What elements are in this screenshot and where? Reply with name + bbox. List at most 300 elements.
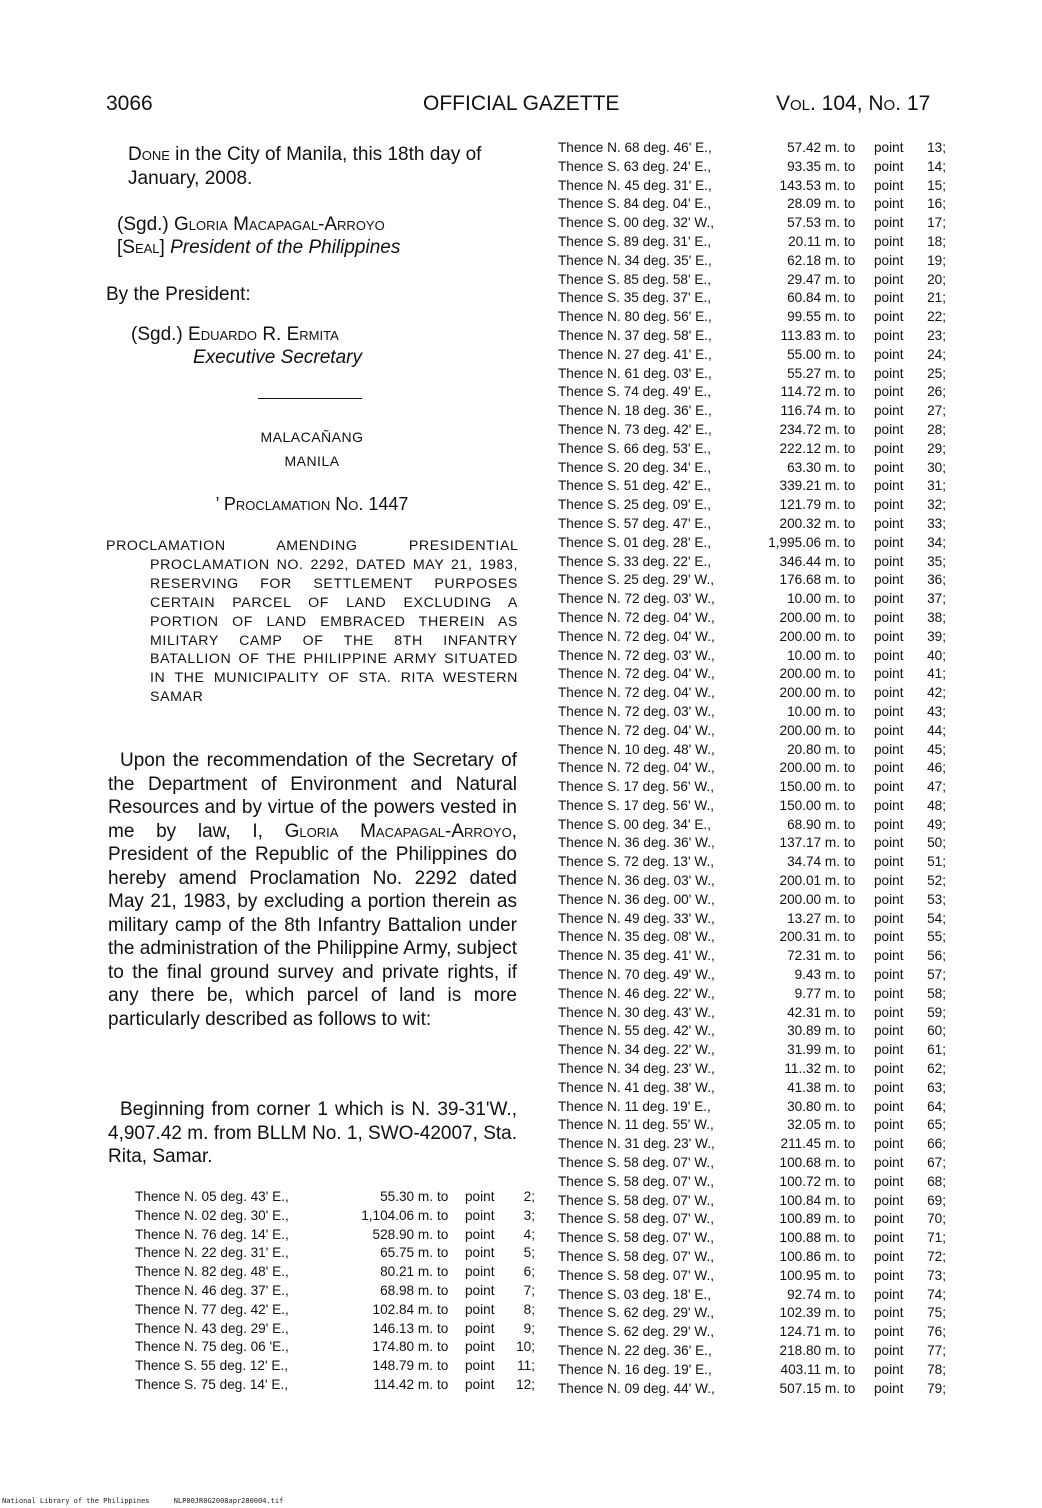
traverse-row <box>558 1361 946 1380</box>
traverse-row <box>558 496 946 515</box>
to-word: to <box>844 873 856 889</box>
distance: 200.00 m. <box>779 891 840 907</box>
distance: 10.00 m. <box>787 703 840 719</box>
to-word: to <box>437 1339 449 1355</box>
distance: 100.72 m. <box>779 1173 840 1189</box>
to-word: to <box>844 797 856 813</box>
traverse-row <box>558 628 946 647</box>
distance: 10.00 m. <box>787 647 840 663</box>
bearing: Thence N. 11 deg. 55' W., <box>558 1117 714 1133</box>
distance: 148.79 m. <box>372 1358 433 1374</box>
point-number: 33; <box>927 515 946 531</box>
point-number: 23; <box>927 327 946 343</box>
point-number: 59; <box>927 1004 946 1020</box>
point-number: 30; <box>927 459 946 475</box>
point-word: point <box>874 1136 904 1152</box>
distance: 42.31 m. <box>787 1004 840 1020</box>
point-word: point <box>874 497 904 513</box>
traverse-row <box>558 477 946 496</box>
traverse-row <box>135 1188 535 1207</box>
distance: 339.21 m. <box>779 478 840 494</box>
traverse-row <box>558 158 946 177</box>
distance: 41.38 m. <box>787 1079 840 1095</box>
proclamation-mark: ’ <box>215 494 219 514</box>
distance: 28.09 m. <box>787 196 840 212</box>
point-word: point <box>874 553 904 569</box>
distance: 114.72 m. <box>780 384 840 400</box>
bearing: Thence N. 16 deg. 19' E., <box>558 1361 712 1377</box>
distance: 137.17 m. <box>779 835 840 851</box>
to-word: to <box>844 327 856 343</box>
bearing: Thence N. 46 deg. 22' W., <box>558 985 715 1001</box>
traverse-row <box>558 346 946 365</box>
point-word: point <box>874 1343 904 1358</box>
bearing: Thence N. 61 deg. 03' E., <box>558 365 712 381</box>
to-word: to <box>437 1320 449 1336</box>
distance: 234.72 m. <box>779 421 840 437</box>
point-number: 20; <box>927 271 946 287</box>
bearing: Thence N. 77 deg. 42' E., <box>135 1301 289 1317</box>
point-word: point <box>465 1301 495 1317</box>
to-word: to <box>844 459 856 475</box>
scan-footer <box>2 1497 283 1505</box>
point-word: point <box>465 1226 495 1242</box>
proclamation-title-text <box>106 537 518 707</box>
traverse-row <box>558 609 946 628</box>
traverse-row <box>558 872 946 891</box>
point-number: 56; <box>927 948 946 964</box>
distance: 9.43 m. <box>794 967 840 983</box>
traverse-row <box>558 928 946 947</box>
to-word: to <box>844 196 856 212</box>
bearing: Thence S. 35 deg. 37' E., <box>558 290 711 306</box>
bearing: Thence N. 73 deg. 42' E., <box>558 421 712 437</box>
point-number: 65; <box>927 1117 946 1133</box>
to-word: to <box>844 252 856 268</box>
point-number: 76; <box>927 1324 946 1340</box>
point-number: 61; <box>927 1042 946 1058</box>
to-word: to <box>844 929 856 945</box>
bearing: Thence S. 85 deg. 58' E., <box>558 271 711 287</box>
point-word: point <box>874 215 904 231</box>
to-word: to <box>844 534 856 550</box>
point-number: 6; <box>523 1264 535 1280</box>
traverse-row <box>558 1079 946 1098</box>
point-word: point <box>874 779 904 795</box>
point-word: point <box>874 140 904 155</box>
to-word: to <box>844 1343 856 1358</box>
bearing: Thence S. 58 deg. 07' W., <box>558 1249 714 1265</box>
traverse-row <box>558 853 946 872</box>
to-word: to <box>844 309 856 325</box>
distance: 62.18 m. <box>787 252 840 268</box>
traverse-row <box>558 177 946 196</box>
to-word: to <box>437 1264 449 1280</box>
point-word: point <box>874 158 904 174</box>
traverse-row <box>558 383 946 402</box>
point-word: point <box>874 1286 904 1302</box>
point-number: 16; <box>927 196 946 212</box>
point-number: 71; <box>927 1230 946 1246</box>
point-word: point <box>874 1079 904 1095</box>
point-word: point <box>874 910 904 926</box>
distance: 100.68 m. <box>779 1155 840 1171</box>
bearing: Thence S. 58 deg. 07' W., <box>558 1173 714 1189</box>
to-word: to <box>844 1042 856 1058</box>
distance: 403.11 m. <box>780 1361 840 1377</box>
distance: 200.00 m. <box>779 609 840 625</box>
traverse-row <box>558 1154 946 1173</box>
bearing: Thence S. 01 deg. 28' E., <box>558 534 711 550</box>
sgd-mark: (Sgd.) <box>117 214 169 235</box>
to-word: to <box>844 647 856 663</box>
point-word: point <box>874 1061 904 1077</box>
bearing: Thence S. 25 deg. 29' W., <box>558 572 714 588</box>
point-number: 32; <box>927 497 946 513</box>
traverse-row <box>558 910 946 929</box>
point-number: 8; <box>523 1301 535 1317</box>
bearing: Thence N. 34 deg. 35' E., <box>558 252 712 268</box>
to-word: to <box>844 1136 856 1152</box>
done-paragraph <box>106 143 518 191</box>
point-word: point <box>874 1249 904 1265</box>
bearing: Thence S. 00 deg. 34' E., <box>558 816 711 832</box>
distance: 32.05 m. <box>787 1117 840 1133</box>
to-word: to <box>844 1286 856 1302</box>
point-number: 72; <box>927 1249 946 1265</box>
bearing: Thence N. 82 deg. 48' E., <box>135 1264 289 1280</box>
traverse-row <box>558 1248 946 1267</box>
to-word: to <box>437 1207 449 1223</box>
point-number: 21; <box>927 290 946 306</box>
distance: 65.75 m. <box>380 1245 433 1261</box>
to-word: to <box>844 1380 856 1396</box>
distance: 507.15 m. <box>779 1380 840 1396</box>
distance: 100.86 m. <box>779 1249 840 1265</box>
body-paragraph-1 <box>108 749 517 1031</box>
point-number: 42; <box>927 685 946 701</box>
point-word: point <box>874 1117 904 1133</box>
title-rest: PROCLAMATION NO. 2292, DATED MAY 21, 1983, RESERVING FOR SETTLEMENT PURPOSES CERTAIN PARCEL OF LAND EXCLUDING A PORTION OF LAND EMBRACED THEREIN AS MILITARY CAMP OF THE 8TH INFANTRY BATALLION OF THE PHILIPPINE ARMY SITUATED IN THE MUNICIPALITY OF STA. RITA WESTERN SAMAR <box>150 556 518 706</box>
point-number: 31; <box>927 478 946 494</box>
to-word: to <box>437 1226 449 1242</box>
distance: 99.55 m. <box>787 309 840 325</box>
bearing: Thence S. 84 deg. 04' E., <box>558 196 711 212</box>
signatory-name: Eduardo R. Ermita <box>188 324 339 345</box>
bearing: Thence S. 17 deg. 56' W., <box>558 779 714 795</box>
bearing: Thence S. 58 deg. 07' W., <box>558 1211 714 1227</box>
to-word: to <box>844 177 856 193</box>
point-number: 48; <box>927 797 946 813</box>
to-word: to <box>844 591 856 607</box>
distance: 30.80 m. <box>787 1098 840 1114</box>
bearing: Thence N. 36 deg. 36' W., <box>558 835 715 851</box>
distance: 72.31 m. <box>787 948 840 964</box>
traverse-row <box>135 1282 535 1301</box>
distance: 146.13 m. <box>372 1320 433 1336</box>
point-number: 60; <box>927 1023 946 1039</box>
traverse-row <box>558 308 946 327</box>
to-word: to <box>844 835 856 851</box>
distance: 29.47 m. <box>787 271 840 287</box>
to-word: to <box>844 685 856 701</box>
traverse-row <box>558 778 946 797</box>
traverse-row <box>558 1267 946 1286</box>
secretary-signature <box>131 323 543 369</box>
point-word: point <box>874 967 904 983</box>
to-word: to <box>844 1267 856 1283</box>
bearing: Thence N. 27 deg. 41' E., <box>558 346 712 362</box>
traverse-row <box>558 515 946 534</box>
bearing: Thence S. 51 deg. 42' E., <box>558 478 711 494</box>
point-number: 15; <box>927 177 946 193</box>
bearing: Thence N. 72 deg. 03' W., <box>558 647 715 663</box>
to-word: to <box>844 158 856 174</box>
distance: 200.01 m. <box>779 873 840 889</box>
traverse-row <box>558 741 946 760</box>
point-word: point <box>874 816 904 832</box>
traverse-row <box>135 1226 535 1245</box>
traverse-row <box>558 1210 946 1229</box>
point-number: 57; <box>927 967 946 983</box>
distance: 200.00 m. <box>779 722 840 738</box>
point-number: 70; <box>927 1211 946 1227</box>
traverse-row <box>558 459 946 478</box>
bearing: Thence S. 17 deg. 56' W., <box>558 797 714 813</box>
bearing: Thence N. 72 deg. 04' W., <box>558 666 715 682</box>
to-word: to <box>844 910 856 926</box>
to-word: to <box>844 553 856 569</box>
to-word: to <box>844 1230 856 1246</box>
point-word: point <box>874 1192 904 1208</box>
traverse-row <box>558 252 946 271</box>
point-word: point <box>874 1211 904 1227</box>
traverse-row <box>558 139 946 158</box>
point-word: point <box>874 534 904 550</box>
to-word: to <box>844 891 856 907</box>
to-word: to <box>437 1245 449 1261</box>
bearing: Thence N. 68 deg. 46' E., <box>558 140 712 155</box>
point-word: point <box>874 1023 904 1039</box>
point-number: 63; <box>927 1079 946 1095</box>
distance: 9.77 m. <box>794 985 840 1001</box>
point-word: point <box>874 1004 904 1020</box>
point-word: point <box>874 854 904 870</box>
bearing: Thence S. 03 deg. 18' E., <box>558 1286 711 1302</box>
bearing: Thence S. 58 deg. 07' W., <box>558 1230 714 1246</box>
bearing: Thence N. 80 deg. 56' E., <box>558 309 712 325</box>
bearing: Thence N. 46 deg. 37' E., <box>135 1282 289 1298</box>
traverse-row <box>558 421 946 440</box>
distance: 31.99 m. <box>787 1042 840 1058</box>
point-word: point <box>874 459 904 475</box>
point-word: point <box>874 948 904 964</box>
to-word: to <box>844 1155 856 1171</box>
point-word: point <box>874 609 904 625</box>
to-word: to <box>437 1282 449 1298</box>
bearing: Thence N. 72 deg. 04' W., <box>558 609 715 625</box>
point-word: point <box>874 1173 904 1189</box>
traverse-row <box>135 1320 535 1339</box>
point-word: point <box>874 1042 904 1058</box>
bearing: Thence S. 66 deg. 53' E., <box>558 440 711 456</box>
point-word: point <box>874 685 904 701</box>
point-number: 53; <box>927 891 946 907</box>
traverse-row <box>558 797 946 816</box>
to-word: to <box>844 290 856 306</box>
distance: 200.31 m. <box>779 929 840 945</box>
point-number: 46; <box>927 760 946 776</box>
traverse-row <box>558 365 946 384</box>
to-word: to <box>844 779 856 795</box>
point-number: 17; <box>927 215 946 231</box>
traverse-row <box>558 947 946 966</box>
bearing: Thence N. 10 deg. 48' W., <box>558 741 715 757</box>
bearing: Thence N. 18 deg. 36' E., <box>558 403 712 419</box>
point-word: point <box>874 290 904 306</box>
bearing: Thence N. 35 deg. 41' W., <box>558 948 715 964</box>
point-number: 43; <box>927 703 946 719</box>
page-number: 3066 <box>106 92 153 115</box>
point-number: 51; <box>927 854 946 870</box>
point-number: 25; <box>927 365 946 381</box>
point-number: 13; <box>927 140 946 155</box>
point-word: point <box>874 797 904 813</box>
to-word: to <box>437 1189 449 1204</box>
to-word: to <box>844 854 856 870</box>
p1-text: Upon the recommendation of the Secretary of the Department of Environment and Natural Resources and by virtue of the powers vested in me by law, I, <box>108 750 517 842</box>
distance: 100.88 m. <box>779 1230 840 1246</box>
point-number: 47; <box>927 779 946 795</box>
point-word: point <box>465 1207 495 1223</box>
bearing: Thence S. 63 deg. 24' E., <box>558 158 711 174</box>
distance: 113.83 m. <box>780 327 840 343</box>
point-number: 78; <box>927 1361 946 1377</box>
point-word: point <box>874 478 904 494</box>
distance: 10.00 m. <box>787 591 840 607</box>
distance: 124.71 m. <box>779 1324 840 1340</box>
proclamation-title <box>106 537 518 707</box>
to-word: to <box>437 1358 449 1374</box>
point-number: 49; <box>927 816 946 832</box>
bearing: Thence S. 74 deg. 49' E., <box>558 384 711 400</box>
distance: 222.12 m. <box>779 440 840 456</box>
point-word: point <box>874 873 904 889</box>
point-number: 39; <box>927 628 946 644</box>
traverse-row <box>558 590 946 609</box>
traverse-row <box>558 1041 946 1060</box>
to-word: to <box>844 1305 856 1321</box>
bearing: Thence N. 37 deg. 58' E., <box>558 327 712 343</box>
bearing: Thence N. 75 deg. 06 'E., <box>135 1339 289 1355</box>
distance: 346.44 m. <box>779 553 840 569</box>
distance: 121.79 m. <box>779 497 840 513</box>
point-word: point <box>874 666 904 682</box>
distance: 116.74 m. <box>780 403 840 419</box>
to-word: to <box>844 440 856 456</box>
point-word: point <box>465 1282 495 1298</box>
distance: 20.80 m. <box>787 741 840 757</box>
bearing: Thence N. 30 deg. 43' W., <box>558 1004 715 1020</box>
point-word: point <box>874 515 904 531</box>
distance: 100.95 m. <box>779 1267 840 1283</box>
signatory-name: Gloria Macapagal-Arroyo <box>174 214 385 235</box>
bearing: Thence S. 00 deg. 32' W., <box>558 215 714 231</box>
point-number: 67; <box>927 1155 946 1171</box>
point-word: point <box>874 346 904 362</box>
distance: 55.00 m. <box>787 346 840 362</box>
sgd-mark: (Sgd.) <box>131 324 183 345</box>
bearing: Thence N. 34 deg. 22' W., <box>558 1042 715 1058</box>
bearing: Thence N. 31 deg. 23' W., <box>558 1136 715 1152</box>
bearing: Thence S. 58 deg. 07' W., <box>558 1155 714 1171</box>
bearing: Thence S. 25 deg. 09' E., <box>558 497 711 513</box>
traverse-row <box>558 684 946 703</box>
place-line-2: MANILA <box>284 453 340 469</box>
traverse-row <box>135 1338 535 1357</box>
to-word: to <box>844 1004 856 1020</box>
point-word: point <box>874 1155 904 1171</box>
distance: 100.84 m. <box>779 1192 840 1208</box>
distance: 93.35 m. <box>787 158 840 174</box>
distance: 20.11 m. <box>788 233 840 249</box>
distance: 11..32 m. <box>784 1061 840 1077</box>
to-word: to <box>844 609 856 625</box>
point-number: 44; <box>927 722 946 738</box>
to-word: to <box>844 215 856 231</box>
traverse-row <box>558 440 946 459</box>
proclamation-number <box>106 494 518 515</box>
point-number: 73; <box>927 1267 946 1283</box>
distance: 528.90 m. <box>372 1226 433 1242</box>
point-number: 37; <box>927 591 946 607</box>
to-word: to <box>844 1061 856 1077</box>
point-number: 41; <box>927 666 946 682</box>
president-signature <box>117 213 529 259</box>
to-word: to <box>844 140 856 155</box>
to-word: to <box>844 985 856 1001</box>
to-word: to <box>844 741 856 757</box>
to-word: to <box>437 1376 449 1392</box>
body-paragraph-2: Beginning from corner 1 which is N. 39-31'W., 4,907.42 m. from BLLM No. 1, SWO-42007, Sta. Rita, Samar. <box>108 1099 517 1167</box>
point-word: point <box>874 985 904 1001</box>
to-word: to <box>844 1192 856 1208</box>
to-word: to <box>844 760 856 776</box>
to-word: to <box>844 346 856 362</box>
point-number: 77; <box>927 1343 946 1358</box>
point-number: 27; <box>927 403 946 419</box>
traverse-row <box>558 1304 946 1323</box>
bearing: Thence N. 35 deg. 08' W., <box>558 929 715 945</box>
bearing: Thence S. 58 deg. 07' W., <box>558 1267 714 1283</box>
traverse-row <box>135 1263 535 1282</box>
to-word: to <box>844 1361 856 1377</box>
signatory-title: Executive Secretary <box>193 347 362 368</box>
point-number: 18; <box>927 233 946 249</box>
traverse-row <box>558 271 946 290</box>
distance: 218.80 m. <box>779 1343 840 1358</box>
point-word: point <box>874 177 904 193</box>
distance: 102.84 m. <box>372 1301 433 1317</box>
to-word: to <box>844 1324 856 1340</box>
title-first-line: PROCLAMATION AMENDING PRESIDENTIAL <box>106 538 518 554</box>
traverse-row <box>558 1004 946 1023</box>
point-word: point <box>874 628 904 644</box>
bearing: Thence S. 75 deg. 14' E., <box>135 1376 288 1392</box>
point-number: 12; <box>516 1376 535 1392</box>
bearing: Thence N. 70 deg. 49' W., <box>558 967 715 983</box>
point-number: 52; <box>927 873 946 889</box>
